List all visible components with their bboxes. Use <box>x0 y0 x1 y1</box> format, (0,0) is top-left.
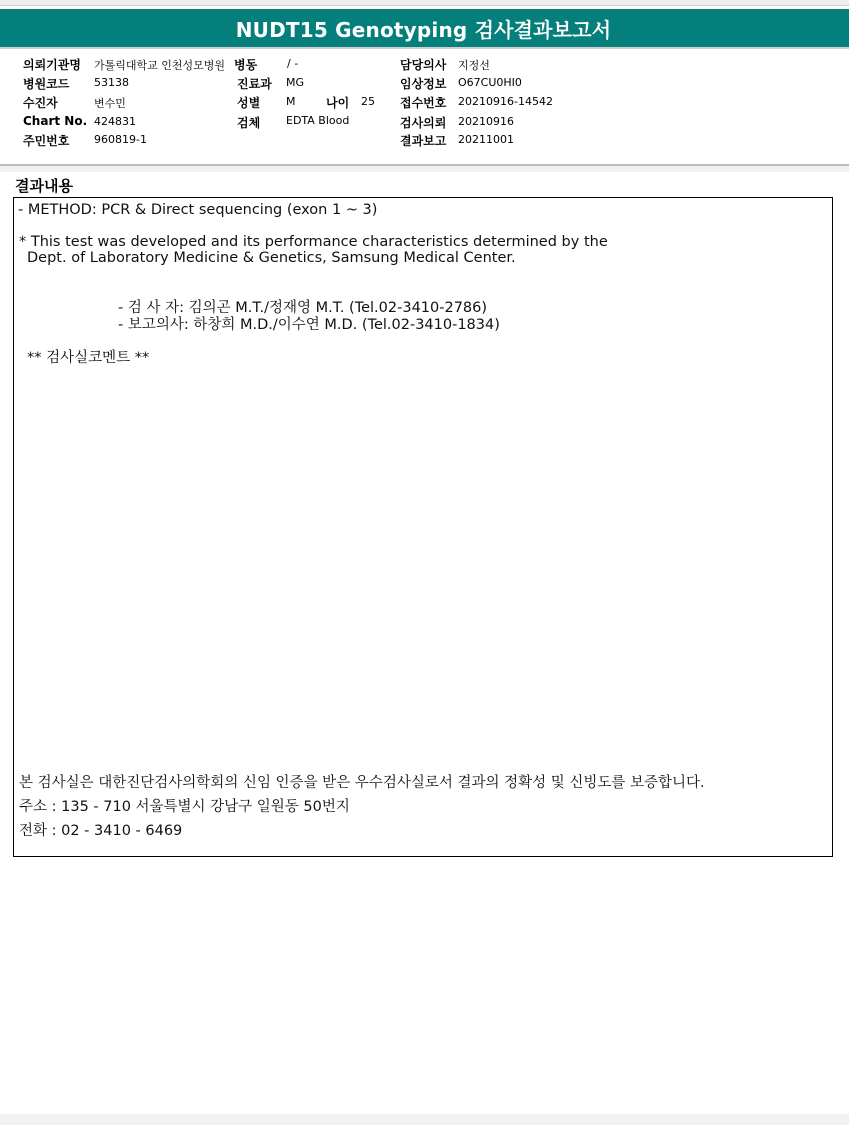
sex-label: 성별 <box>237 96 261 110</box>
report-header <box>0 9 849 49</box>
resident-no-value: 960819-1 <box>94 133 147 146</box>
examiner-line: - 검 사 자: 김의곤 M.T./정재영 M.T. (Tel.02-3410-2786) <box>118 300 488 316</box>
method-line: - METHOD: PCR & Direct sequencing (exon 1 ~ 3) <box>18 202 378 218</box>
report-title: NUDT15 Genotyping 검사결과보고서 <box>235 17 612 42</box>
top-border <box>0 0 849 6</box>
accession-no-label: 접수번호 <box>400 96 447 110</box>
patient-info <box>0 49 849 164</box>
lab-comment-line: ** 검사실코멘트 ** <box>27 350 150 366</box>
note-line-1: * This test was developed and its performance characteristics determined by the <box>19 234 608 250</box>
specimen-label: 검체 <box>237 116 261 130</box>
result-report-value: 20211001 <box>458 133 514 146</box>
address-line: 주소 : 135 - 710 서울특별시 강남구 일원동 50번지 <box>19 799 350 815</box>
department-label: 진료과 <box>237 77 272 91</box>
department-value: MG <box>286 76 305 89</box>
sex-value: M <box>286 95 296 108</box>
examinee-value: 변수민 <box>94 97 126 110</box>
section-gap <box>0 166 849 172</box>
hospital-code-value: 53138 <box>94 76 129 89</box>
results-box <box>13 197 833 857</box>
specimen-value: EDTA Blood <box>286 114 350 127</box>
clinical-info-label: 임상정보 <box>400 77 447 91</box>
test-request-label: 검사의뢰 <box>400 116 447 130</box>
req-institution-label: 의뢰기관명 <box>23 58 81 72</box>
bottom-border <box>0 1114 849 1125</box>
test-request-value: 20210916 <box>458 115 514 128</box>
ward-label: 병동 <box>234 58 258 72</box>
age-value: 25 <box>361 95 375 108</box>
certification-line: 본 검사실은 대한진단검사의학회의 신임 인증을 받은 우수검사실로서 결과의 정확성 및 신빙도를 보증합니다. <box>19 775 705 791</box>
attending-value: 지정선 <box>458 59 490 72</box>
result-report-label: 결과보고 <box>400 134 447 148</box>
phone-line: 전화 : 02 - 3410 - 6469 <box>19 823 183 839</box>
req-institution-value: 가톨릭대학교 인천성모병원 <box>94 59 226 72</box>
ward-value: / - <box>287 57 299 70</box>
age-label: 나이 <box>326 96 350 110</box>
clinical-info-value: O67CU0HI0 <box>458 76 522 89</box>
attending-label: 담당의사 <box>400 58 447 72</box>
accession-no-value: 20210916-14542 <box>458 95 553 108</box>
examinee-label: 수진자 <box>23 96 58 110</box>
note-line-2: Dept. of Laboratory Medicine & Genetics, Samsung Medical Center. <box>27 250 516 266</box>
chart-no-value: 424831 <box>94 115 136 128</box>
reporter-line: - 보고의사: 하창희 M.D./이수연 M.D. (Tel.02-3410-1834) <box>118 317 500 333</box>
resident-no-label: 주민번호 <box>23 134 70 148</box>
results-heading: 결과내용 <box>15 177 73 195</box>
hospital-code-label: 병원코드 <box>23 77 70 91</box>
chart-no-label: Chart No. <box>23 114 88 128</box>
